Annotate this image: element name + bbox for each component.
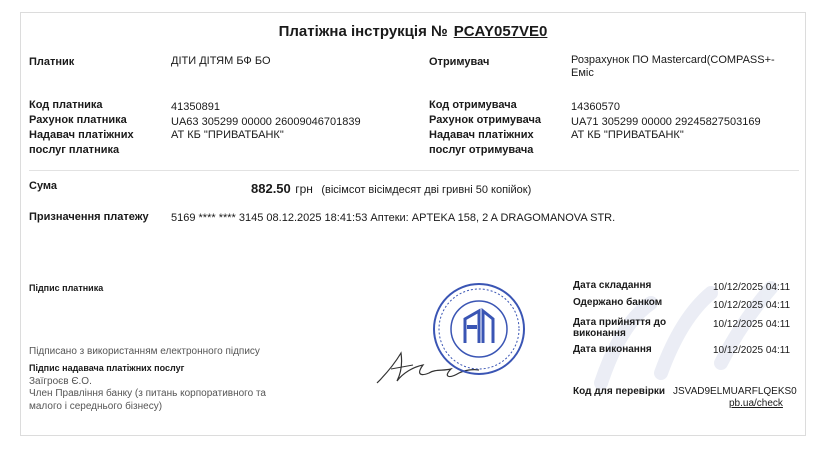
amount-label: Сума [29,180,58,192]
date-accepted-label: Дата прийняття до виконання [573,317,667,339]
check-code: JSVAD9ELMUARFLQEKS0 [673,386,797,397]
payer-name: ДІТИ ДІТЯМ БФ БО [171,55,271,67]
date-composed-value: 10/12/2025 04:11 [713,282,791,293]
title-text: Платіжна інструкція № [278,23,448,40]
date-executed-label: Дата виконання [573,344,652,355]
amount-value: 882.50 [251,181,291,196]
date-accepted-value: 10/12/2025 04:11 [713,319,791,330]
divider [29,170,799,171]
check-link[interactable]: pb.ua/check [729,398,783,409]
check-code-label: Код для перевірки [573,386,665,397]
signer-role: Член Правління банку (з питань корпоративного та малого і середнього бізнесу) [29,388,266,412]
document-number: PCAY057VE0 [453,23,548,40]
recipient-account: UA71 305299 00000 29245827503169 [571,116,761,128]
payer-provider-label: Надавач платіжних послуг платника [29,129,134,156]
payment-instruction-document [20,12,806,436]
signer-name: Заїгроєв Є.О. [29,376,92,387]
payer-code-label: Код платника [29,99,103,111]
recipient-label: Отримувач [429,56,490,68]
electronic-signature-note: Підписано з використанням електронного підпису [29,346,260,357]
payer-account-label: Рахунок платника [29,114,127,126]
date-composed-label: Дата складання [573,280,652,291]
document-title [21,23,805,40]
provider-signature-label: Підпис надавача платіжних послуг [29,363,185,373]
payer-label: Платник [29,56,75,68]
recipient-provider-label: Надавач платіжних послуг отримувача [429,129,534,156]
purpose-text: 5169 **** **** 3145 08.12.2025 18:41:53 Аптеки: APTEKA 158, 2 A DRAGOMANOVA STR. [171,212,616,224]
recipient-account-label: Рахунок отримувача [429,114,541,126]
amount-currency: грн [295,182,313,196]
date-received-value: 10/12/2025 04:11 [713,300,791,311]
payer-signature-label: Підпис платника [29,283,104,293]
payer-account: UA63 305299 00000 26009046701839 [171,116,361,128]
payer-provider: АТ КБ "ПРИВАТБАНК" [171,129,284,141]
payer-code: 41350891 [171,101,220,113]
recipient-name: Розрахунок ПО Mastercard(COMPASS+- Еміс [571,54,775,79]
purpose-label: Призначення платежу [29,211,149,223]
recipient-code-label: Код отримувача [429,99,517,111]
recipient-code: 14360570 [571,101,620,113]
recipient-provider: АТ КБ "ПРИВАТБАНК" [571,129,684,141]
amount-words: (вісімсот вісімдесят дві гривні 50 копійок) [321,184,532,196]
amount-line [251,180,531,198]
bank-stamp [431,281,527,377]
date-received-label: Одержано банком [573,297,663,308]
date-executed-value: 10/12/2025 04:11 [713,345,791,356]
